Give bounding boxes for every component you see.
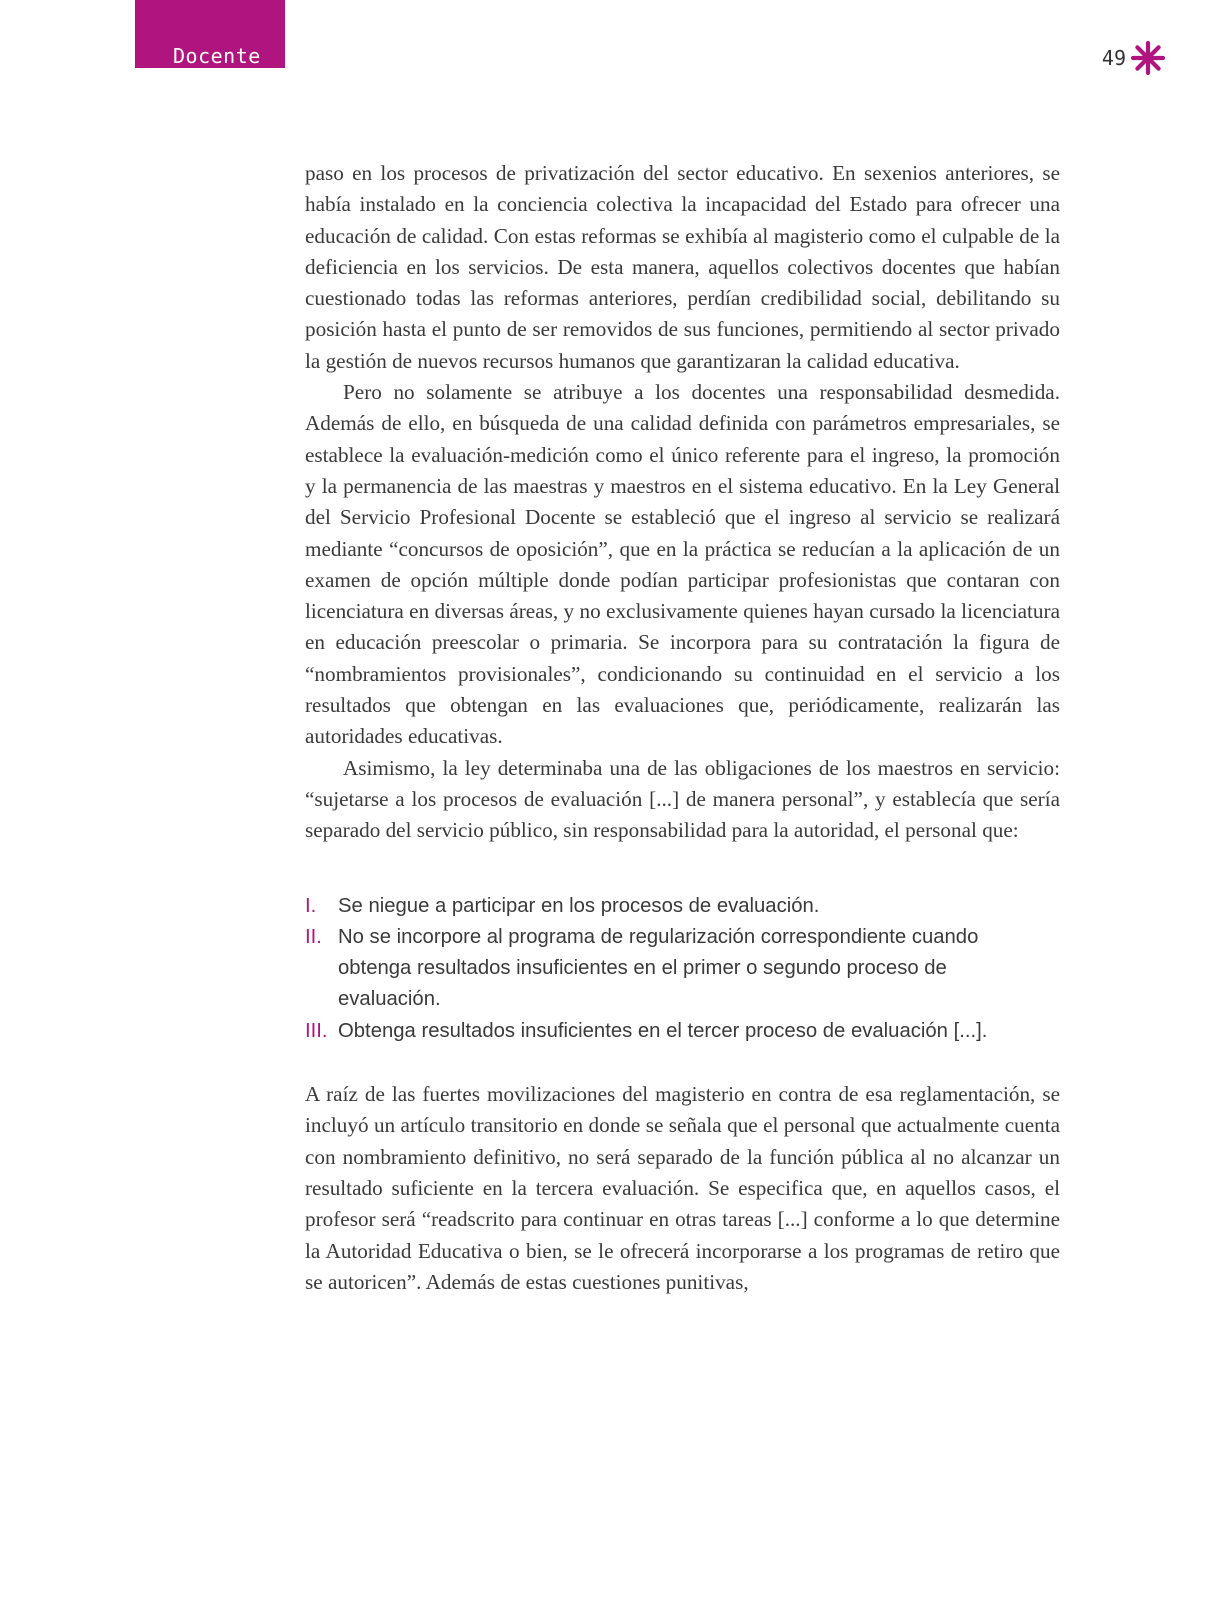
list-marker: III.: [305, 1019, 328, 1042]
paragraph-4: A raíz de las fuertes movilizaciones del magisterio en contra de esa reglamentación, se incluyó un artículo transitorio en donde se señala que el personal que actualmente cuenta con nombramiento definitivo, no será separado de la función pública al no alcanzar un resultado suficiente en la tercera evaluación. Se especifica que, en aquellos casos, el profesor será “readscrito para continuar en otras tareas [...] conforme a lo que determine la Autoridad Educativa o bien, se le ofrecerá incorporarse a los programas de retiro que se autoricen”. Además de estas cuestiones punitivas,: [305, 1082, 1060, 1294]
paragraph-3: Asimismo, la ley determinaba una de las obligaciones de los maestros en servicio: “sujetarse a los procesos de evaluación [...] de manera personal”, y establecía que sería separado del servicio público, sin responsabilidad para la autoridad, el personal que:: [305, 755, 1060, 843]
page-number: 49: [1101, 46, 1126, 70]
body-text: [305, 158, 1060, 1298]
section-label: Docente: [173, 44, 261, 68]
list-item: [305, 922, 1060, 1016]
list-item: [305, 1016, 1060, 1047]
numbered-list: [305, 891, 1060, 1047]
list-item-text: No se incorpore al programa de regularización correspondiente cuando obtenga resultados insuficientes en el primer o segundo proceso de evaluación.: [338, 925, 979, 1011]
list-item-text: Obtenga resultados insuficientes en el tercer proceso de evaluación [...].: [338, 1019, 988, 1042]
asterisk-icon: [1130, 40, 1166, 76]
list-marker: I.: [305, 894, 317, 917]
paragraph-2: Pero no solamente se atribuye a los docentes una responsabilidad desmedida. Además de ello, en búsqueda de una calidad definida con parámetros empresariales, se establece la evaluación-medición como el único referente para el ingreso, la promoción y la permanencia de las maestras y maestros en el sistema educativo. En la Ley General del Servicio Profesional Docente se estableció que el ingreso al servicio se realizará mediante “concursos de oposición”, que en la práctica se reducían a la aplicación de un examen de opción múltiple donde podían participar profesionistas que contaran con licenciatura en diversas áreas, y no exclusivamente quienes hayan cursado la licenciatura en educación preescolar o primaria. Se incorpora para su contratación la figura de “nombramientos provisionales”, condicionando su continuidad en el servicio a los resultados que obtengan en las evaluaciones que, periódicamente, realizarán las autoridades educativas.: [305, 380, 1060, 749]
paragraph-1: paso en los procesos de privatización del sector educativo. En sexenios anteriores, se había instalado en la conciencia colectiva la incapacidad del Estado para ofrecer una educación de calidad. Con estas reformas se exhibía al magisterio como el culpable de la deficiencia en los servicios. De esta manera, aquellos colectivos docentes que habían cuestionado todas las reformas anteriores, perdían credibilidad social, debilitando su posición hasta el punto de ser removidos de sus funciones, permitiendo al sector privado la gestión de nuevos recursos humanos que garantizaran la calidad educativa.: [305, 161, 1060, 373]
section-tab: [135, 0, 285, 68]
list-item-text: Se niegue a participar en los procesos de evaluación.: [338, 894, 820, 917]
list-marker: II.: [305, 925, 322, 948]
list-item: [305, 891, 1060, 922]
